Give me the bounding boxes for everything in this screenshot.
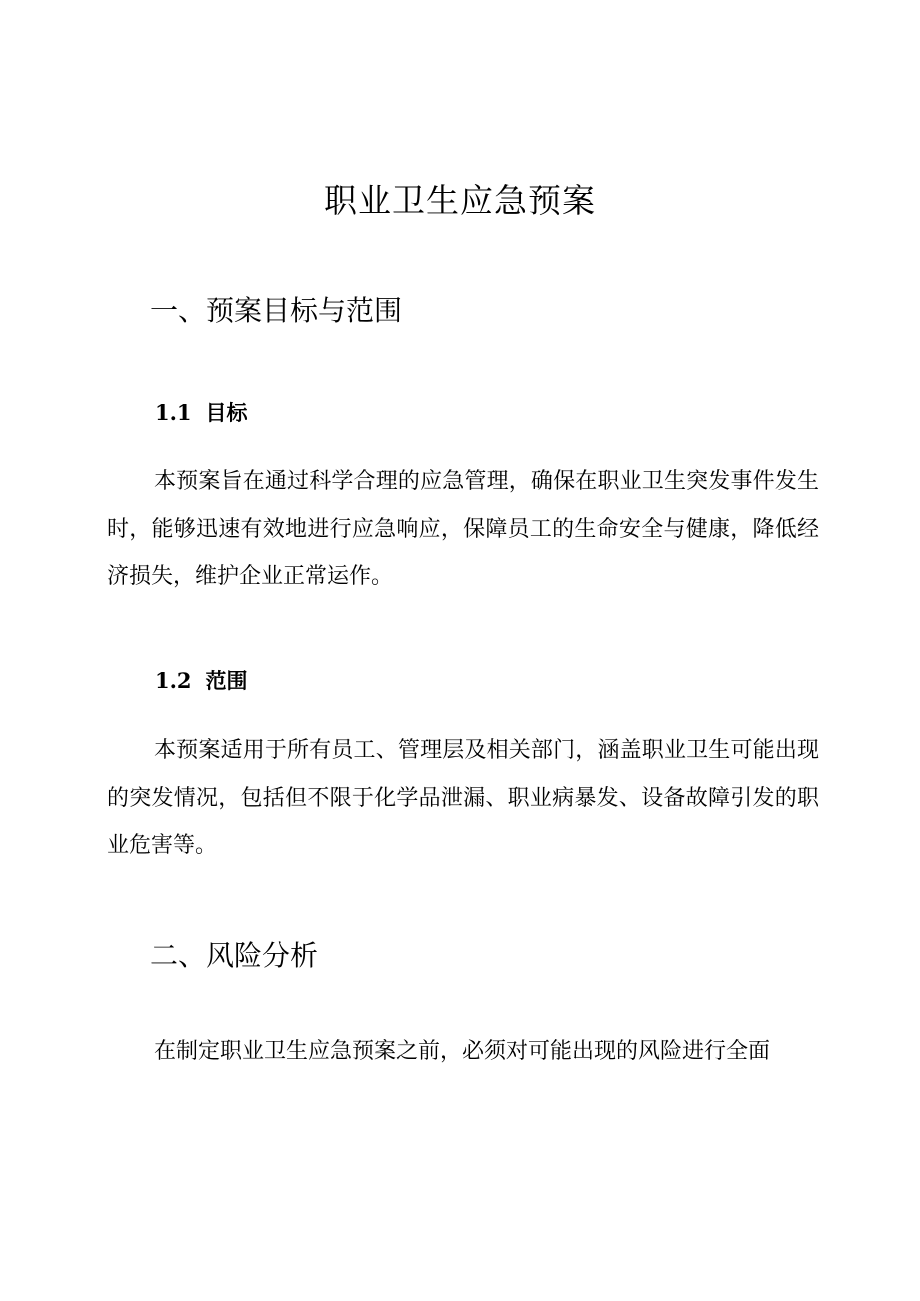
subsection-title: 目标 (205, 400, 248, 425)
subsection-heading-1-1 (155, 398, 248, 428)
document-title: 职业卫生应急预案 (324, 181, 596, 220)
subsection-number: 1.2 (155, 668, 192, 693)
section-heading-2: 二、风险分析 (150, 939, 319, 972)
subsection-heading-1-2 (155, 666, 248, 696)
paragraph-scope: 本预案适用于所有员工、管理层及相关部门，涵盖职业卫生可能出现的突发情况，包括但不限于化学品泄漏、职业病暴发、设备故障引发的职业危害等。 (107, 738, 819, 858)
paragraph-goal: 本预案旨在通过科学合理的应急管理，确保在职业卫生突发事件发生时，能够迅速有效地进行应急响应，保障员工的生命安全与健康，降低经济损失，维护企业正常运作。 (107, 469, 819, 589)
subsection-title: 范围 (205, 668, 248, 693)
section-heading-1: 一、预案目标与范围 (150, 294, 403, 327)
subsection-number: 1.1 (155, 400, 192, 425)
paragraph-risk-analysis: 在制定职业卫生应急预案之前，必须对可能出现的风险进行全面 (154, 1039, 771, 1064)
